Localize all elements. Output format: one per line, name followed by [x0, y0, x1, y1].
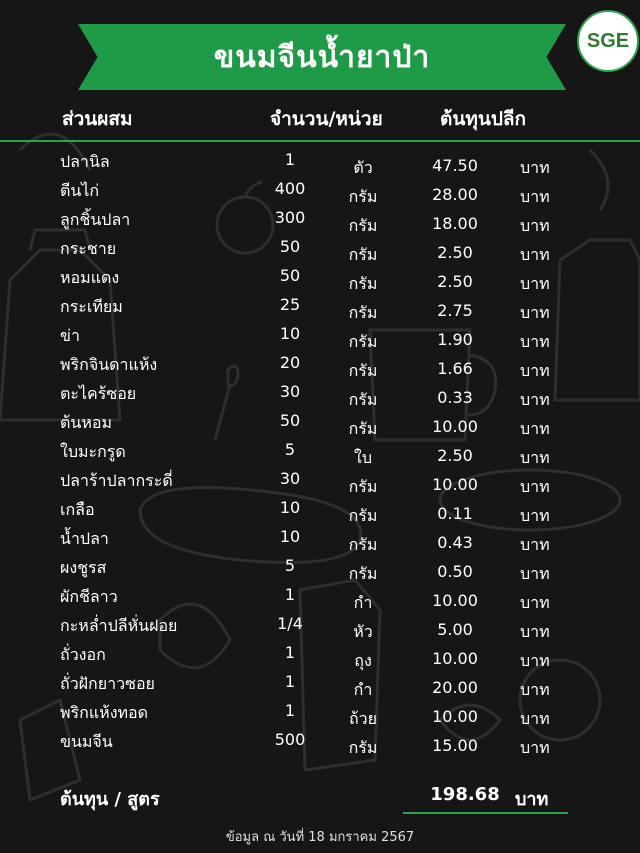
- ingredient-row: [0, 148, 640, 177]
- ingredient-cost: 28.00: [432, 185, 478, 204]
- ingredient-currency: บาท: [520, 245, 550, 264]
- ingredient-name: เกลือ: [60, 500, 95, 519]
- brand-logo: [577, 10, 639, 72]
- ingredient-quantity: 50: [279, 411, 301, 430]
- ingredient-unit: กรัม: [348, 245, 378, 264]
- data-date-footnote: ข้อมูล ณ วันที่ 18 มกราคม 2567: [225, 830, 415, 845]
- ingredient-unit: กรัม: [348, 506, 378, 525]
- ingredient-quantity: 50: [279, 237, 301, 256]
- ingredient-list: [0, 148, 640, 757]
- ingredient-cost: 10.00: [432, 417, 478, 436]
- ingredient-name: กระชาย: [60, 239, 117, 258]
- ingredient-currency: บาท: [520, 709, 550, 728]
- ingredient-quantity: 1: [284, 672, 296, 691]
- ingredient-row: [0, 264, 640, 293]
- ingredient-currency: บาท: [520, 680, 550, 699]
- ingredient-row: [0, 380, 640, 409]
- ingredient-cost: 18.00: [432, 214, 478, 233]
- ingredient-name: ข่า: [60, 326, 80, 345]
- ingredient-quantity: 10: [279, 498, 301, 517]
- ingredient-quantity: 5: [284, 440, 296, 459]
- ingredient-unit: กรัม: [348, 419, 378, 438]
- ingredient-cost: 10.00: [432, 649, 478, 668]
- ingredient-row: [0, 554, 640, 583]
- ingredient-currency: บาท: [520, 361, 550, 380]
- ingredient-row: [0, 467, 640, 496]
- ingredient-cost: 1.90: [437, 330, 473, 349]
- ingredient-quantity: 400: [274, 179, 306, 198]
- ingredient-cost: 0.43: [437, 533, 473, 552]
- ingredient-name: กะหล่ำปลีหั่นฝอย: [60, 616, 178, 635]
- ingredient-name: ขนมจีน: [60, 732, 113, 751]
- total-label: ต้นทุน / สูตร: [60, 789, 160, 810]
- ingredient-cost: 10.00: [432, 591, 478, 610]
- ingredient-quantity: 1/4: [277, 614, 303, 633]
- ingredient-unit: หัว: [353, 622, 373, 641]
- ingredient-cost: 0.33: [437, 388, 473, 407]
- ingredient-currency: บาท: [520, 332, 550, 351]
- ingredient-name: ตะไคร้ซอย: [60, 384, 137, 403]
- ingredient-currency: บาท: [520, 419, 550, 438]
- ingredient-row: [0, 438, 640, 467]
- ingredient-currency: บาท: [520, 564, 550, 583]
- ingredient-cost: 47.50: [432, 156, 478, 175]
- ingredient-row: [0, 728, 640, 757]
- ingredient-cost: 20.00: [432, 678, 478, 697]
- ingredient-currency: บาท: [520, 390, 550, 409]
- ingredient-cost: 2.50: [437, 446, 473, 465]
- ingredient-row: [0, 496, 640, 525]
- ingredient-currency: บาท: [520, 535, 550, 554]
- ingredient-cost: 2.50: [437, 243, 473, 262]
- ingredient-unit: กรัม: [348, 274, 378, 293]
- ingredient-currency: บาท: [520, 477, 550, 496]
- ingredient-currency: บาท: [520, 216, 550, 235]
- ingredient-quantity: 1: [284, 585, 296, 604]
- ingredient-row: [0, 293, 640, 322]
- ingredient-quantity: 30: [279, 382, 301, 401]
- ingredient-quantity: 1: [284, 643, 296, 662]
- ingredient-cost: 10.00: [432, 475, 478, 494]
- ingredient-name: ใบมะกรูด: [60, 442, 126, 461]
- ingredient-currency: บาท: [520, 303, 550, 322]
- logo-text: SGE: [586, 29, 630, 52]
- ingredient-currency: บาท: [520, 738, 550, 757]
- ingredient-unit: กรัม: [348, 187, 378, 206]
- ingredient-currency: บาท: [520, 651, 550, 670]
- ingredient-quantity: 25: [279, 295, 301, 314]
- ingredient-quantity: 10: [279, 324, 301, 343]
- ingredient-unit: กรัม: [348, 216, 378, 235]
- ingredient-currency: บาท: [520, 506, 550, 525]
- ingredient-unit: กรัม: [348, 361, 378, 380]
- ingredient-quantity: 1: [284, 701, 296, 720]
- ingredient-cost: 1.66: [437, 359, 473, 378]
- ingredient-unit: กรัม: [348, 332, 378, 351]
- ingredient-row: [0, 351, 640, 380]
- ingredient-row: [0, 670, 640, 699]
- ingredient-unit: กำ: [353, 680, 373, 699]
- page-title: ขนมจีนน้ำยาป่า: [213, 39, 431, 75]
- ingredient-currency: บาท: [520, 448, 550, 467]
- ingredient-name: น้ำปลา: [60, 529, 109, 548]
- ingredient-row: [0, 409, 640, 438]
- ingredient-quantity: 5: [284, 556, 296, 575]
- ingredient-quantity: 30: [279, 469, 301, 488]
- total-value: 198.68: [430, 784, 500, 805]
- ingredient-cost: 0.50: [437, 562, 473, 581]
- ingredient-currency: บาท: [520, 274, 550, 293]
- ingredient-name: ลูกชิ้นปลา: [60, 210, 131, 229]
- ingredient-cost: 2.50: [437, 272, 473, 291]
- ingredient-name: ถั่วฝักยาวซอย: [60, 674, 155, 693]
- ingredient-unit: กรัม: [348, 390, 378, 409]
- ingredient-name: ถั่วงอก: [60, 645, 106, 664]
- ingredient-quantity: 1: [284, 150, 296, 169]
- ingredient-cost: 0.11: [437, 504, 473, 523]
- ingredient-row: [0, 583, 640, 612]
- ingredient-name: ผงชูรส: [60, 558, 107, 577]
- ingredient-currency: บาท: [520, 593, 550, 612]
- column-header-quantity-unit: จำนวน/หน่วย: [270, 108, 383, 130]
- ingredient-cost: 5.00: [437, 620, 473, 639]
- ingredient-row: [0, 235, 640, 264]
- ingredient-currency: บาท: [520, 622, 550, 641]
- ingredient-unit: กรัม: [348, 303, 378, 322]
- ingredient-quantity: 500: [274, 730, 306, 749]
- ingredient-unit: ใบ: [354, 448, 372, 467]
- ingredient-unit: กำ: [353, 593, 373, 612]
- ingredient-name: ตีนไก่: [60, 181, 100, 200]
- ingredient-row: [0, 322, 640, 351]
- ingredient-unit: กรัม: [348, 738, 378, 757]
- ingredient-name: กระเทียม: [60, 297, 123, 316]
- ingredient-name: หอมแดง: [60, 268, 120, 287]
- ingredient-unit: ถ้วย: [348, 709, 378, 728]
- ingredient-name: ปลานิล: [60, 152, 110, 171]
- ingredient-row: [0, 699, 640, 728]
- ingredient-unit: กรัม: [348, 564, 378, 583]
- ingredient-currency: บาท: [520, 158, 550, 177]
- ingredient-cost: 10.00: [432, 707, 478, 726]
- ingredient-quantity: 50: [279, 266, 301, 285]
- ingredient-row: [0, 525, 640, 554]
- ingredient-name: ปลาร้าปลากระดี่: [60, 471, 173, 490]
- ingredient-name: พริกจินดาแห้ง: [60, 355, 158, 374]
- ingredient-row: [0, 206, 640, 235]
- ingredient-cost: 15.00: [432, 736, 478, 755]
- ingredient-quantity: 20: [279, 353, 301, 372]
- ingredient-quantity: 10: [279, 527, 301, 546]
- ingredient-row: [0, 641, 640, 670]
- header-divider: [0, 140, 640, 142]
- ingredient-quantity: 300: [274, 208, 306, 227]
- ingredient-cost: 2.75: [437, 301, 473, 320]
- column-header-cost: ต้นทุนปลีก: [440, 108, 527, 130]
- total-underline: [403, 812, 568, 814]
- ingredient-name: พริกแห้งทอด: [60, 703, 149, 722]
- ingredient-name: ผักชีลาว: [60, 587, 118, 606]
- total-currency: บาท: [515, 789, 549, 810]
- ingredient-name: ต้นหอม: [60, 413, 113, 432]
- ingredient-row: [0, 177, 640, 206]
- ingredient-unit: ตัว: [353, 158, 373, 177]
- ingredient-unit: กรัม: [348, 535, 378, 554]
- column-header-ingredient: ส่วนผสม: [62, 108, 133, 130]
- ingredient-currency: บาท: [520, 187, 550, 206]
- ingredient-row: [0, 612, 640, 641]
- ingredient-unit: กรัม: [348, 477, 378, 496]
- ingredient-unit: ถุง: [354, 651, 372, 670]
